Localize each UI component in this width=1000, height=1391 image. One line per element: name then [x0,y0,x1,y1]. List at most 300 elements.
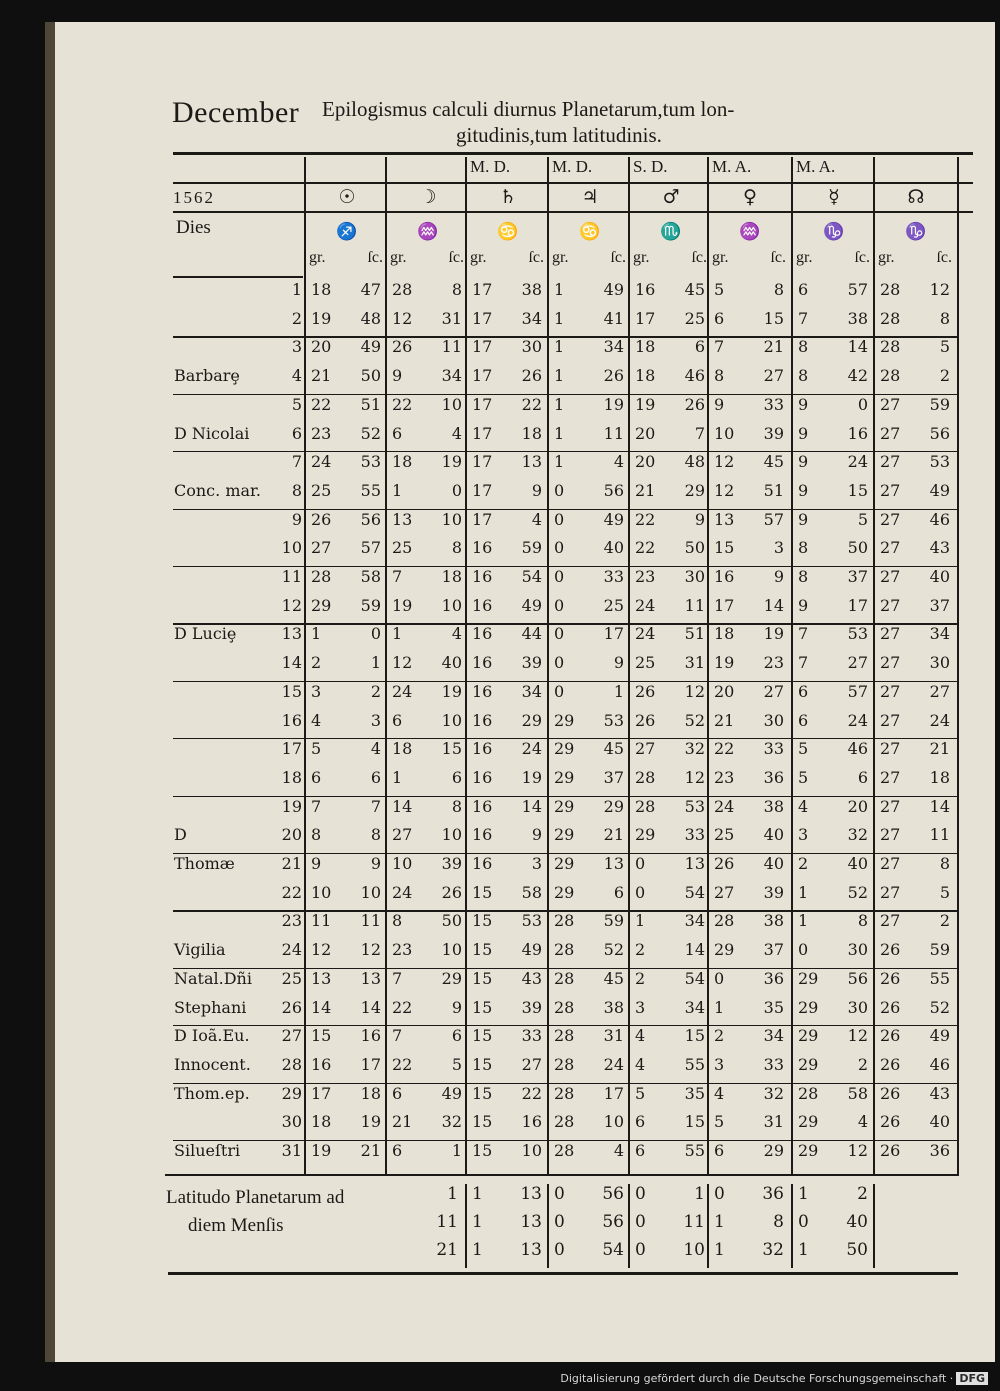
minutes-value: 38 [521,280,542,299]
minutes-value: 40 [846,1211,868,1232]
column-rule [465,1184,467,1268]
minutes-value: 32 [441,1112,462,1132]
minutes-value: 45 [603,739,624,759]
minutes-value: 46 [929,509,950,529]
degrees-value: 4 [798,796,809,816]
minutes-value: 1 [451,1141,462,1160]
degrees-value: 1 [798,1183,809,1204]
degrees-value: 0 [635,882,646,902]
feast-day-label: D Ioã.Eu. [174,1026,250,1046]
gr-label: gr. [390,249,407,266]
degrees-value: 12 [714,452,735,472]
degrees-value: 4 [311,710,322,730]
minutes-value: 46 [847,739,868,759]
minutes-value: 36 [763,767,784,787]
minutes-value: 12 [847,1141,868,1160]
degrees-value: 17 [635,308,656,328]
degrees-value: 26 [392,337,413,357]
minutes-value: 10 [360,882,381,902]
degrees-value: 11 [311,911,332,931]
minutes-value: 29 [603,796,624,816]
minutes-value: 34 [684,911,705,931]
minutes-value: 30 [847,940,868,960]
minutes-value: 46 [684,366,705,386]
minutes-value: 33 [684,825,705,845]
minutes-value: 4 [613,1141,624,1160]
minutes-value: 32 [762,1239,784,1260]
header-rule [173,182,973,184]
degrees-value: 6 [392,710,403,730]
degrees-value: 5 [311,739,322,759]
minutes-value: 18 [521,423,542,443]
degrees-value: 5 [798,739,809,759]
day-number: 28 [281,1054,302,1074]
degrees-value: 0 [554,681,565,701]
degrees-value: 17 [472,480,493,500]
degrees-value: 26 [880,1083,901,1103]
column-rule [465,157,467,1176]
minutes-value: 16 [847,423,868,443]
zodiac-sign-symbol: ♑ [823,222,845,242]
minutes-value: 29 [763,1141,784,1160]
degrees-value: 16 [311,1054,332,1074]
minutes-value: 39 [763,423,784,443]
minutes-value: 10 [441,394,462,414]
degrees-value: 26 [635,681,656,701]
minutes-value: 6 [451,767,462,787]
year-label: 1562 [173,188,215,207]
degrees-value: 17 [472,280,493,299]
minutes-value: 39 [763,882,784,902]
degrees-value: 0 [635,1183,646,1204]
degrees-value: 0 [554,509,565,529]
minutes-value: 40 [763,854,784,873]
day-number: 24 [281,940,302,960]
minutes-value: 15 [684,1112,705,1132]
degrees-value: 28 [880,280,901,299]
degrees-value: 8 [311,825,322,845]
minutes-value: 0 [370,624,381,644]
degrees-value: 17 [472,452,493,472]
minutes-value: 3 [370,710,381,730]
degrees-value: 1 [554,452,565,472]
degrees-value: 12 [392,653,413,673]
day-number: 17 [281,739,302,759]
minutes-value: 30 [929,653,950,673]
minutes-value: 50 [846,1239,868,1260]
minutes-value: 3 [773,538,784,558]
degrees-value: 6 [392,423,403,443]
degrees-value: 14 [392,796,413,816]
degrees-value: 19 [714,653,735,673]
mercury-symbol: ☿ [828,186,840,208]
degrees-value: 29 [554,882,575,902]
day-number: 4 [291,366,302,386]
degrees-value: 17 [472,394,493,414]
day-number: 2 [291,308,302,328]
sun-symbol: ☉ [338,186,356,208]
degrees-value: 27 [880,595,901,615]
degrees-value: 14 [311,997,332,1017]
degrees-value: 15 [472,1083,493,1103]
degrees-value: 19 [635,394,656,414]
column-rule [873,157,875,1176]
column-rule [791,1184,793,1268]
minutes-value: 9 [531,480,542,500]
degrees-value: 1 [798,882,809,902]
degrees-value: 23 [635,567,656,586]
column-rule [707,157,709,1176]
day-number: 16 [281,710,302,730]
minutes-value: 29 [521,710,542,730]
page-bottom-rule [168,1272,958,1275]
degrees-value: 1 [554,394,565,414]
degrees-value: 16 [472,796,493,816]
minutes-value: 37 [929,595,950,615]
minutes-value: 18 [441,567,462,586]
minutes-value: 8 [939,854,950,873]
latitude-label: diem Menſis [188,1214,284,1236]
minutes-value: 6 [694,337,705,357]
header-rule [173,276,303,278]
minutes-value: 26 [603,366,624,386]
degrees-value: 0 [554,1211,565,1232]
minutes-value: 40 [603,538,624,558]
degrees-value: 28 [554,1054,575,1074]
degrees-value: 28 [554,1083,575,1103]
minutes-value: 4 [613,452,624,472]
degrees-value: 24 [392,681,413,701]
degrees-value: 28 [554,968,575,988]
degrees-value: 27 [880,681,901,701]
degrees-value: 22 [714,739,735,759]
minutes-value: 15 [684,1026,705,1046]
degrees-value: 7 [798,624,809,644]
minutes-value: 23 [763,653,784,673]
degrees-value: 8 [392,911,403,931]
degrees-value: 17 [472,337,493,357]
degrees-value: 3 [798,825,809,845]
degrees-value: 29 [798,1141,819,1160]
degrees-value: 29 [798,997,819,1017]
degrees-value: 16 [635,280,656,299]
gr-label: gr. [712,249,729,266]
minutes-value: 15 [441,739,462,759]
degrees-value: 27 [880,653,901,673]
minutes-value: 24 [847,452,868,472]
minutes-value: 26 [441,882,462,902]
minutes-value: 33 [763,394,784,414]
feast-day-label: D Luciȩ [174,624,237,644]
column-rule [385,157,387,1176]
degrees-value: 22 [392,997,413,1017]
sc-label: ſc. [770,249,786,266]
minutes-value: 9 [531,825,542,845]
feast-day-label: Silueſtri [174,1141,241,1160]
minutes-value: 11 [684,595,705,615]
degrees-value: 22 [635,509,656,529]
minutes-value: 47 [360,280,381,299]
degrees-value: 8 [798,567,809,586]
minutes-value: 30 [847,997,868,1017]
degrees-value: 4 [635,1054,646,1074]
degrees-value: 7 [798,308,809,328]
minutes-value: 1 [613,681,624,701]
minutes-value: 14 [847,337,868,357]
degrees-value: 18 [392,452,413,472]
degrees-value: 24 [392,882,413,902]
feast-day-label: Stephani [174,997,247,1017]
minutes-value: 37 [763,940,784,960]
sc-label: ſc. [936,249,952,266]
minutes-value: 15 [847,480,868,500]
degrees-value: 1 [554,308,565,328]
degrees-value: 17 [472,423,493,443]
minutes-value: 20 [847,796,868,816]
degrees-value: 21 [311,366,332,386]
degrees-value: 18 [714,624,735,644]
degrees-value: 17 [311,1083,332,1103]
minutes-value: 49 [441,1083,462,1103]
degrees-value: 0 [798,1211,809,1232]
minutes-value: 54 [602,1239,624,1260]
minutes-value: 34 [521,308,542,328]
degrees-value: 1 [554,337,565,357]
degrees-value: 28 [714,911,735,931]
minutes-value: 8 [939,308,950,328]
degrees-value: 27 [880,509,901,529]
minutes-value: 8 [857,911,868,931]
degrees-value: 9 [798,394,809,414]
gr-label: gr. [309,249,326,266]
degrees-value: 22 [635,538,656,558]
minutes-value: 18 [360,1083,381,1103]
degrees-value: 0 [554,538,565,558]
day-number: 21 [281,854,302,873]
minutes-value: 14 [929,796,950,816]
feast-day-label: Vigilia [174,940,226,960]
minutes-value: 27 [521,1054,542,1074]
minutes-value: 39 [441,854,462,873]
day-number: 22 [281,882,302,902]
minutes-value: 4 [451,423,462,443]
zodiac-sign-symbol: ♒ [417,222,439,242]
degrees-value: 9 [798,423,809,443]
degrees-value: 26 [880,1112,901,1132]
sc-label: ſc. [610,249,626,266]
degrees-value: 1 [554,280,565,299]
degrees-value: 29 [554,825,575,845]
motion-label: M. A. [712,157,752,176]
sc-label: ſc. [528,249,544,266]
minutes-value: 38 [763,796,784,816]
degrees-value: 27 [880,739,901,759]
day-number: 11 [281,567,302,586]
degrees-value: 16 [472,595,493,615]
degrees-value: 1 [392,624,403,644]
degrees-value: 23 [714,767,735,787]
degrees-value: 27 [880,480,901,500]
sc-label: ſc. [854,249,870,266]
degrees-value: 0 [714,1183,725,1204]
minutes-value: 27 [763,681,784,701]
column-rule [791,157,793,1176]
minutes-value: 50 [441,911,462,931]
minutes-value: 59 [603,911,624,931]
degrees-value: 29 [311,595,332,615]
degrees-value: 16 [472,681,493,701]
minutes-value: 54 [521,567,542,586]
minutes-value: 10 [683,1239,705,1260]
minutes-value: 39 [521,653,542,673]
minutes-value: 56 [602,1183,624,1204]
degrees-value: 6 [798,280,809,299]
minutes-value: 57 [847,280,868,299]
minutes-value: 33 [763,1054,784,1074]
minutes-value: 17 [847,595,868,615]
degrees-value: 27 [880,854,901,873]
day-number: 20 [281,825,302,845]
minutes-value: 53 [684,796,705,816]
minutes-value: 49 [360,337,381,357]
day-number: 6 [291,423,302,443]
minutes-value: 14 [763,595,784,615]
minutes-value: 6 [857,767,868,787]
day-number: 15 [281,681,302,701]
minutes-value: 30 [521,337,542,357]
minutes-value: 45 [603,968,624,988]
minutes-value: 10 [441,940,462,960]
minutes-value: 48 [360,308,381,328]
minutes-value: 52 [929,997,950,1017]
sc-label: ſc. [691,249,707,266]
minutes-value: 3 [531,854,542,873]
degrees-value: 4 [635,1026,646,1046]
minutes-value: 15 [763,308,784,328]
minutes-value: 51 [763,480,784,500]
degrees-value: 17 [472,509,493,529]
degrees-value: 15 [472,1112,493,1132]
day-number: 10 [281,538,302,558]
degrees-value: 9 [714,394,725,414]
minutes-value: 13 [520,1239,542,1260]
degrees-value: 28 [880,366,901,386]
degrees-value: 3 [311,681,322,701]
degrees-value: 15 [472,911,493,931]
minutes-value: 30 [684,567,705,586]
mars-symbol: ♂ [662,186,680,208]
table-bottom-rule [165,1174,957,1177]
minutes-value: 8 [773,280,784,299]
day-number: 30 [281,1112,302,1132]
credit-text: Digitalisierung gefördert durch die Deutsche Forschungsgemeinschaft · [560,1372,954,1385]
minutes-value: 59 [929,940,950,960]
degrees-value: 16 [472,653,493,673]
day-number: 12 [281,595,302,615]
degrees-value: 6 [714,1141,725,1160]
gr-label: gr. [878,249,895,266]
degrees-value: 28 [635,796,656,816]
degrees-value: 28 [635,767,656,787]
motion-label: M. D. [470,157,511,176]
degrees-value: 27 [880,394,901,414]
degrees-value: 1 [392,480,403,500]
minutes-value: 4 [531,509,542,529]
minutes-value: 25 [684,308,705,328]
degrees-value: 27 [880,796,901,816]
node-symbol: ☊ [907,186,925,208]
degrees-value: 7 [714,337,725,357]
degrees-value: 20 [635,452,656,472]
minutes-value: 13 [520,1211,542,1232]
degrees-value: 29 [635,825,656,845]
minutes-value: 34 [521,681,542,701]
minutes-value: 2 [857,1183,868,1204]
gr-label: gr. [470,249,487,266]
degrees-value: 0 [554,567,565,586]
degrees-value: 22 [392,394,413,414]
column-rule [957,157,959,1176]
minutes-value: 53 [521,911,542,931]
minutes-value: 56 [929,423,950,443]
degrees-value: 23 [311,423,332,443]
day-number: 5 [291,394,302,414]
degrees-value: 18 [635,337,656,357]
minutes-value: 31 [441,308,462,328]
minutes-value: 52 [684,710,705,730]
degrees-value: 1 [472,1239,483,1260]
column-rule [873,1184,875,1268]
minutes-value: 32 [684,739,705,759]
gr-label: gr. [552,249,569,266]
degrees-value: 25 [392,538,413,558]
degrees-value: 6 [635,1112,646,1132]
minutes-value: 5 [451,1054,462,1074]
degrees-value: 21 [392,1112,413,1132]
minutes-value: 24 [847,710,868,730]
minutes-value: 12 [684,767,705,787]
minutes-value: 54 [684,882,705,902]
zodiac-sign-symbol: ♋ [497,222,519,242]
degrees-value: 0 [554,480,565,500]
column-rule [628,157,630,1176]
degrees-value: 1 [714,1239,725,1260]
degrees-value: 3 [714,1054,725,1074]
degrees-value: 1 [472,1183,483,1204]
degrees-value: 18 [311,1112,332,1132]
latitude-day: 21 [436,1239,458,1260]
degrees-value: 0 [554,653,565,673]
day-number: 3 [291,337,302,357]
minutes-value: 56 [360,509,381,529]
minutes-value: 2 [857,1054,868,1074]
degrees-value: 7 [311,796,322,816]
degrees-value: 7 [392,567,403,586]
minutes-value: 2 [939,911,950,931]
degrees-value: 29 [798,1054,819,1074]
degrees-value: 20 [311,337,332,357]
minutes-value: 57 [763,509,784,529]
minutes-value: 5 [857,509,868,529]
minutes-value: 5 [939,882,950,902]
minutes-value: 8 [370,825,381,845]
degrees-value: 15 [472,997,493,1017]
minutes-value: 55 [684,1141,705,1160]
degrees-value: 27 [880,538,901,558]
degrees-value: 18 [392,739,413,759]
minutes-value: 34 [763,1026,784,1046]
degrees-value: 15 [472,968,493,988]
